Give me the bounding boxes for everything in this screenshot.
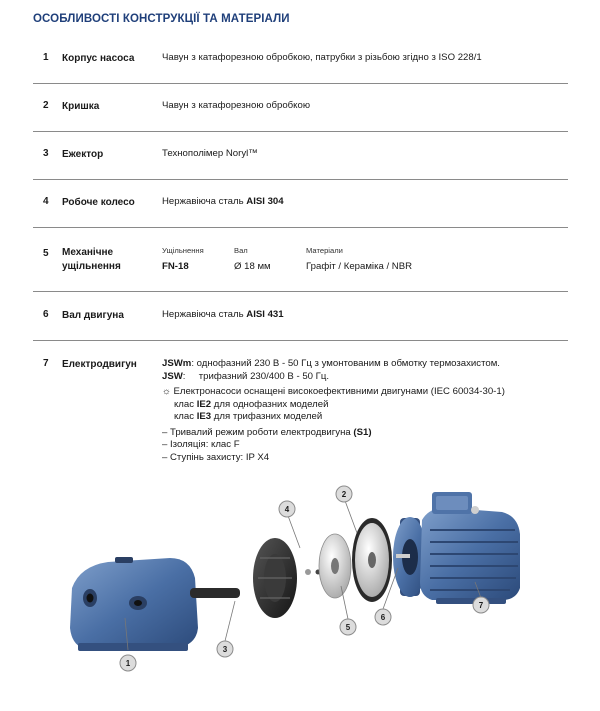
row-name: Кришка [62, 101, 100, 112]
shaft-header: Вал [234, 246, 248, 255]
callout-6 [375, 609, 391, 625]
row-name: Механічне ущільнення [62, 247, 121, 272]
row-number: 6 [43, 309, 49, 320]
callout-7 [473, 597, 489, 613]
row-desc: Нержавіюча сталь AISI 431 [162, 309, 284, 320]
row-desc: Чавун з катафорезною обробкою, патрубки з різьбою згідно з ISO 228/1 [162, 52, 482, 63]
motor-desc: JSWm: однофазний 230 В - 50 Гц з умонтованим в обмотку термозахистом. JSW: трифазний 230/400 В - 50 Гц. ☼ Електронасоси оснащені високоефективними двигунами (IEC 60034-30-1) клас IE2 для однофазних моделей клас IE3 для трифазних моделей – Тривалий режим роботи електродвигуна (S1) – Ізоляція: клас F – Ступінь захисту: IP X4 [162, 358, 505, 463]
row-number: 2 [43, 100, 49, 111]
row-desc: Чавун з катафорезною обробкою [162, 100, 311, 111]
divider [33, 227, 568, 228]
svg-text:4: 4 [284, 505, 290, 514]
row-number: 1 [43, 52, 49, 63]
divider [33, 291, 568, 292]
pump-exploded-illustration [60, 478, 530, 703]
materials-header: Матеріали [306, 246, 343, 255]
divider [33, 131, 568, 132]
row-desc: Технополімер Noryl™ [162, 148, 258, 159]
divider [33, 340, 568, 341]
seal-header: Ущільнення [162, 246, 204, 255]
row-number: 5 [43, 248, 49, 259]
row-name: Робоче колесо [62, 197, 135, 208]
row-number: 3 [43, 148, 49, 159]
svg-text:2: 2 [341, 490, 347, 499]
callout-1 [120, 655, 136, 671]
row-number: 7 [43, 358, 49, 369]
row-desc: Нержавіюча сталь AISI 304 [162, 196, 284, 207]
svg-text:1: 1 [125, 659, 131, 668]
callout-3 [217, 641, 233, 657]
row-number: 4 [43, 196, 49, 207]
svg-text:3: 3 [222, 645, 228, 654]
seal-value: FN-18 [162, 261, 189, 272]
materials-value: Графіт / Кераміка / NBR [306, 261, 413, 272]
row-name: Електродвигун [62, 359, 137, 370]
callout-2 [336, 486, 352, 502]
impeller-part [319, 534, 351, 598]
pump-body-part [70, 557, 198, 651]
row-name: Вал двигуна [62, 310, 124, 321]
divider [33, 83, 568, 84]
ejector-part [190, 538, 321, 618]
divider [33, 179, 568, 180]
svg-text:5: 5 [345, 623, 351, 632]
svg-text:7: 7 [478, 601, 484, 610]
row-name: Ежектор [62, 149, 104, 160]
motor-part [393, 492, 520, 604]
svg-text:6: 6 [380, 613, 386, 622]
callout-5 [340, 619, 356, 635]
callout-4 [279, 501, 295, 517]
cover-part [352, 518, 392, 602]
row-name: Корпус насоса [62, 53, 135, 64]
page-title: ОСОБЛИВОСТІ КОНСТРУКЦІЇ ТА МАТЕРІАЛИ [33, 13, 290, 25]
shaft-value: Ø 18 мм [234, 261, 271, 272]
